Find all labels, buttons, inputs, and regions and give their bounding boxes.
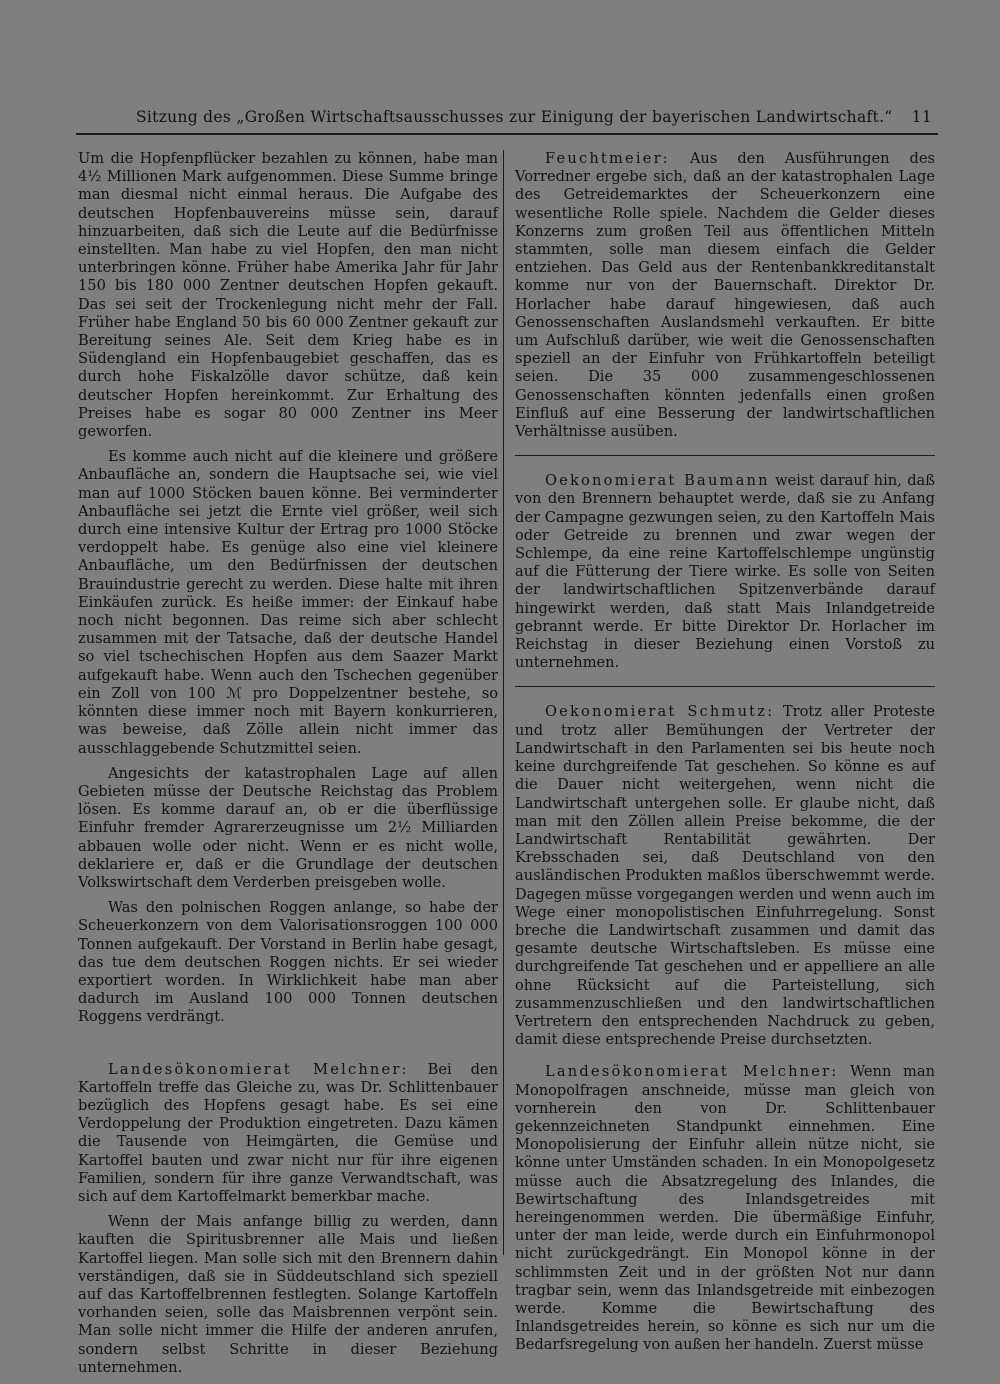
speech-paragraph (515, 472, 935, 672)
section-rule (515, 455, 935, 456)
left-column (78, 150, 498, 1384)
speaker-name: Landesökonomierat Melchner: (545, 1063, 839, 1081)
speaker-name: Oekonomierat Baumann (545, 472, 770, 490)
header-title: Sitzung des „Großen Wirtschaftsausschusses zur Einigung der bayerischen Landwirtschaft.“ (136, 108, 893, 126)
speaker-name: Feuchtmeier: (545, 150, 670, 167)
speech-text: Aus den Ausführungen des Vorredner ergebe sich, daß an der katastrophalen Lage des Getreidemarktes der Scheuerkonzern eine wesentliche Rolle spiele. Nachdem die Gelder dieses Konzerns zum großen Teil aus öffentlichen Mitteln stammten, solle man diesem einfach die Gelder entziehen. Das Geld aus der Rentenbankkreditanstalt komme nur von der Bauernschaft. Direktor Dr. Horlacher habe darauf hingewiesen, daß auch Genossenschaften Auslandsmehl verkauften. Er bitte um Aufschluß darüber, wie weit die Genossenschaften speziell an der Einfuhr von Frühkartoffeln beteiligt seien. Die 35 000 zusammengeschlossenen Genossenschaften könnten jedenfalls einen großen Einfluß auf eine Besserung der landwirtschaftlichen Verhältnisse ausüben. (515, 150, 935, 441)
paragraph: Was den polnischen Roggen anlange, so habe der Scheuerkonzern von dem Valorisationsroggen 100 000 Tonnen aufgekauft. Der Vorstand in Berlin habe gesagt, das tue dem deutschen Roggen nichts. Er sei wieder exportiert worden. In Wirklichkeit habe man aber dadurch im Ausland 100 000 Tonnen deutschen Roggens verdrängt. (78, 899, 498, 1026)
speech-text: Bei den Kartoffeln treffe das Gleiche zu, was Dr. Schlittenbauer bezüglich des Hopfens gesagt habe. Es sei eine Verdoppelung der Produktion eingetreten. Dazu kämen die Tausende von Heimgärten, die Gemüse und Kartoffel bauten und zwar nicht nur für ihre eigenen Familien, sondern für ihre ganze Verwandtschaft, was sich auf dem Kartoffelmarkt bemerkbar mache. (78, 1060, 498, 1205)
paragraph: Um die Hopfenpflücker bezahlen zu können, habe man 4½ Millionen Mark aufgenommen. Diese Summe bringe man diesmal nicht einmal heraus. Die Aufgabe des deutschen Hopfenbauvereins müsse sein, darauf hinzuarbeiten, daß sich die Leute auf die Bedürfnisse einstellten. Man habe zu viel Hopfen, den man nicht unterbringen könne. Früher habe Amerika Jahr für Jahr 150 bis 180 000 Zentner deutschen Hopfen gekauft. Das sei seit der Trockenlegung nicht mehr der Fall. Früher habe England 50 bis 60 000 Zentner gekauft zur Bereitung seines Ale. Seit dem Krieg habe es in Südengland ein Hopfenbaugebiet geschaffen, das es durch hohe Fiskalzölle davor schütze, daß kein deutscher Hopfen hereinkommt. Zur Erhaltung des Preises habe es sogar 80 000 Zentner ins Meer geworfen. (78, 150, 498, 441)
paragraph: Wenn der Mais anfange billig zu werden, dann kauften die Spiritusbrenner alle Mais und ließen Kartoffel liegen. Man solle sich mit den Brennern dahin verständigen, daß sie in Süddeutschland sich speziell auf das Kartoffelbrennen festlegten. Solange Kartoffeln vorhanden seien, solle das Maisbrennen verpönt sein. Man solle nicht immer die Hilfe der anderen anrufen, sondern selbst Schritte in dieser Beziehung unternehmen. (78, 1213, 498, 1376)
speech-text: weist darauf hin, daß von den Brennern behauptet werde, daß sie zu Anfang der Campagne gezwungen seien, zu den Kartoffeln Mais oder Getreide zu brennen und zwar wegen der Schlempe, da eine reine Kartoffelschlempe ungünstig auf die Fütterung der Tiere wirke. Es solle von Seiten der landwirtschaftlichen Spitzenverbände darauf hingewirkt werden, daß statt Mais Inlandgetreide gebrannt werde. Er bitte Direktor Dr. Horlacher im Reichstag in dieser Beziehung einen Vorstoß zu unternehmen. (515, 472, 935, 672)
speaker-name: Landesökonomierat Melchner: (108, 1060, 409, 1078)
speech-paragraph (515, 703, 935, 1049)
speech-paragraph (515, 1063, 935, 1354)
speaker-name: Oekonomierat Schmutz: (545, 703, 775, 721)
speech-paragraph (515, 150, 935, 441)
paragraph: Angesichts der katastrophalen Lage auf allen Gebieten müsse der Deutsche Reichstag das Problem lösen. Es komme darauf an, ob er die überflüssige Einfuhr fremder Agrarerzeugnisse um 2½ Milliarden abbauen wolle oder nicht. Wenn er es nicht wolle, deklariere er, daß er die Grundlage der deutschen Volkswirtschaft dem Verderben preisgeben wolle. (78, 764, 498, 891)
page-number: 11 (911, 108, 932, 126)
header-rule (76, 133, 938, 135)
speech-text: Wenn man Monopolfragen anschneide, müsse man gleich von vornherein den von Dr. Schlittenbauer gekennzeichneten Standpunkt einnehmen. Eine Monopolisierung der Einfuhr allein nütze nicht, sie könne unter Umständen schaden. In ein Monopolgesetz müsse auch die Absatzregelung des Inlandes, die Bewirtschaftung des Inlandsgetreides mit hereingenommen werden. Die übermäßige Einfuhr, unter der man leide, werde durch ein Einfuhrmonopol nicht zurückgedrängt. Ein Monopol könne in der schlimmsten Zeit und in der größten Not nur dann tragbar sein, wenn das Inlandsgetreide mit einbezogen werde. Komme die Bewirtschaftung des Inlandsgetreides herein, so könne es sich nur um die Bedarfsregelung von außen her handeln. Zuerst müsse (515, 1063, 935, 1354)
running-header (110, 104, 938, 132)
column-divider (503, 150, 504, 1255)
section-rule (515, 686, 935, 687)
speech-text: Trotz aller Proteste und trotz aller Bemühungen der Vertreter der Landwirtschaft in den Parlamenten sei bis heute noch keine durchgreifende Tat geschehen. So könne es auf die Dauer nicht weitergehen, wenn nicht die Landwirtschaft untergehen solle. Er glaube nicht, daß man mit den Zöllen allein Preise bekomme, die der Landwirtschaft Rentabilität gewährten. Der Krebsschaden sei, daß Deutschland von den ausländischen Produkten maßlos überschwemmt werde. Dagegen müsse vorgegangen werden und wenn auch im Wege einer monopolistischen Einfuhrregelung. Sonst breche die Landwirtschaft zusammen und damit das gesamte deutsche Wirtschaftsleben. Es müsse eine durchgreifende Tat geschehen und er appelliere an alle ohne Rücksicht auf die Parteistellung, sich zusammenzuschließen und den landwirtschaftlichen Vertretern den entsprechenden Nachdruck zu geben, damit diese entsprechende Preise durchsetzten. (515, 703, 935, 1049)
right-column (515, 150, 935, 1362)
paragraph: Es komme auch nicht auf die kleinere und größere Anbaufläche an, sondern die Hauptsache sei, wie viel man auf 1000 Stöcken bauen könne. Bei verminderter Anbaufläche sei jetzt die Ernte viel größer, weil sich durch eine intensive Kultur der Ertrag pro 1000 Stöcke verdoppelt habe. Es genüge also eine viel kleinere Anbaufläche, um den Bedürfnissen der deutschen Brauindustrie gerecht zu werden. Diese halte mit ihren Einkäufen zurück. Es heiße immer: der Einkauf habe noch nicht begonnen. Das reime sich aber schlecht zusammen mit der Tatsache, daß der deutsche Handel so viel tschechischen Hopfen aus dem Saazer Markt aufgekauft habe. Wenn auch den Tschechen gegenüber ein Zoll von 100 ℳ pro Doppelzentner bestehe, so könnten diese immer noch mit Bayern konkurrieren, was beweise, daß Zölle allein nicht immer das ausschlaggebende Schutzmittel seien. (78, 448, 498, 757)
speech-paragraph (78, 1061, 498, 1207)
